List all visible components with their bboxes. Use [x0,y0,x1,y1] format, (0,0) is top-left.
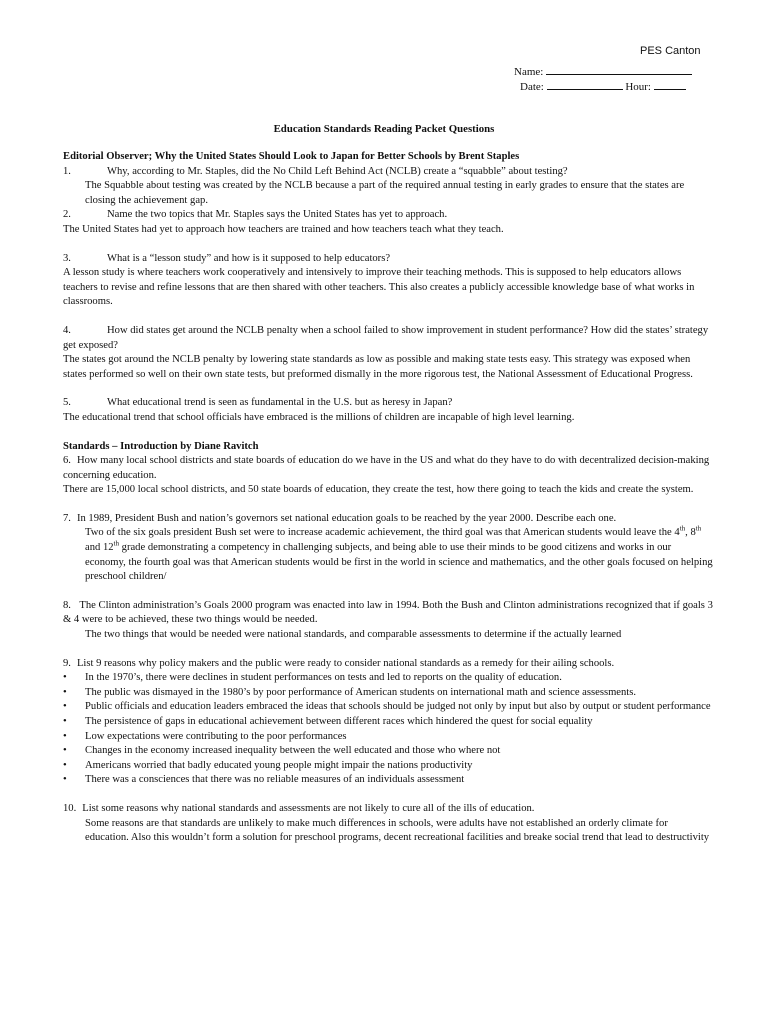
list-item: • Americans worried that badly educated young people might impair the nations productivity [63,759,713,774]
question-text: Why, according to Mr. Staples, did the No Child Left Behind Act (NCLB) create a “squabble” about testing? [107,165,568,177]
question-text: The Clinton administration’s Goals 2000 program was enacted into law in 1994. Both the Bush and Clinton administrations recognized that if goals 3 & 4 were to be achieved, these two things would be needed. [63,599,713,626]
school-name: PES Canton [640,45,701,57]
question-number: 6. [63,455,71,467]
answer-10: Some reasons are that standards are unlikely to make much differences in schools, were adults have not established an orderly climate for education. Also this wouldn’t form a solution for preschool programs, decent recreational facilities and breake social trend that lead to destructivity [85,817,710,844]
question-5 [63,396,713,411]
list-item: • Public officials and education leaders embraced the ideas that schools should be judged not only by input but also by output or student performance [63,700,713,715]
question-number: 1. [63,165,71,177]
question-number: 2. [63,209,71,221]
question-number: 5. [63,397,71,409]
question-number: 10. [63,802,77,814]
name-label: Name: [514,66,544,78]
question-2 [63,208,713,223]
question-text: List 9 reasons why policy makers and the public were ready to consider national standards as a remedy for their ailing schools. [76,657,615,669]
answer-3: A lesson study is where teachers work cooperatively and intensively to improve their teaching methods. This is supposed to help educators allows teachers to revise and refine lessons that are then shared with other teachers. This also creates a publicly accessible knowledge base of what works in classrooms. [63,267,695,308]
question-text: What is a “lesson study” and how is it supposed to help educators? [107,252,391,264]
question-6 [63,454,713,483]
list-item: • Low expectations were contributing to the poor performances [63,730,713,745]
question-7 [63,512,713,527]
question-text: Name the two topics that Mr. Staples says the United States has yet to approach. [107,209,448,221]
list-item: • The public was dismayed in the 1980’s by poor performance of American students on international math and science assessments. [63,686,713,701]
question-3 [63,252,713,267]
list-item: • The persistence of gaps in educational achievement between different races which hindered the quest for social equality [63,715,713,730]
answer-7: Two of the six goals president Bush set were to increase academic achievement, the third goal was that American students would leave the 4th, 8th and 12th grade demonstrating a competency in challenging subjects, and being able to use their minds to be good citizens and works in our economy, the fourth goal was that American students would be first in the world in science and mathematics, and the other goals focused on helping preschool children/ [85,524,713,583]
question-number: 4. [63,324,71,336]
question-text: How many local school districts and state boards of education do we have in the US and what do they have to do with decentralized decision-making concerning education. [63,455,710,481]
question-text: List some reasons why national standards and assessments are not likely to cure all of the ills of education. [82,802,535,814]
section-heading-staples: Editorial Observer; Why the United States Should Look to Japan for Better Schools by Brent Staples [63,151,520,162]
question-number: 7. [63,512,71,524]
reasons-list [63,671,713,788]
answer-8: The two things that would be needed were national standards, and comparable assessments to determine if the actually learned [85,629,622,641]
section-heading-ravitch: Standards – Introduction by Diane Ravitch [63,440,259,452]
question-number: 3. [63,252,71,264]
answer-5: The educational trend that school officials have embraced is the millions of children are incapable of high level learning. [63,411,575,423]
date-hour-line [520,79,686,95]
name-blank [546,64,692,75]
answer-4: The states got around the NCLB penalty by lowering state standards as low as possible and making state tests easy. This strategy was exposed when states performed so well on their own state tests, but preformed dismally in the more rigorous test, the National Assessment of Educational Progress. [63,354,693,380]
name-line [514,64,692,80]
question-number: 8. [63,599,71,611]
question-10 [63,802,713,817]
question-text: In 1989, President Bush and nation’s governors set national education goals to be reached by the year 2000. Describe each one. [76,512,617,524]
question-8 [63,599,713,628]
answer-2: The United States had yet to approach how teachers are trained and how teachers teach what they teach. [63,223,504,235]
question-text: How did states get around the NCLB penalty when a school failed to show improvement in student performance? How did the states’ strategy get exposed? [63,324,709,351]
date-label: Date: [520,81,544,93]
list-item: • There was a consciences that there was no reliable measures of an individuals assessment [63,773,713,788]
answer-6: There are 15,000 local school districts, and 50 state boards of education, they create the test, how there going to teach the kids and create the system. [63,484,694,496]
question-number: 9. [63,657,71,669]
question-text: What educational trend is seen as fundamental in the U.S. but as heresy in Japan? [107,397,453,409]
question-4 [63,324,713,353]
answer-1: The Squabble about testing was created by the NCLB because a part of the required annual testing in early grades to ensure that the states are closing the achievement gap. [85,180,685,206]
question-1 [63,165,713,180]
question-9 [63,657,713,672]
list-item: • Changes in the economy increased inequality between the well educated and those who where not [63,744,713,759]
hour-blank [654,79,686,90]
hour-label: Hour: [625,81,651,93]
document-title: Education Standards Reading Packet Questions [273,123,495,135]
list-item: • In the 1970’s, there were declines in student performances on tests and led to reports on the quality of education. [63,671,713,686]
date-blank [547,79,623,90]
document-body [63,150,713,846]
